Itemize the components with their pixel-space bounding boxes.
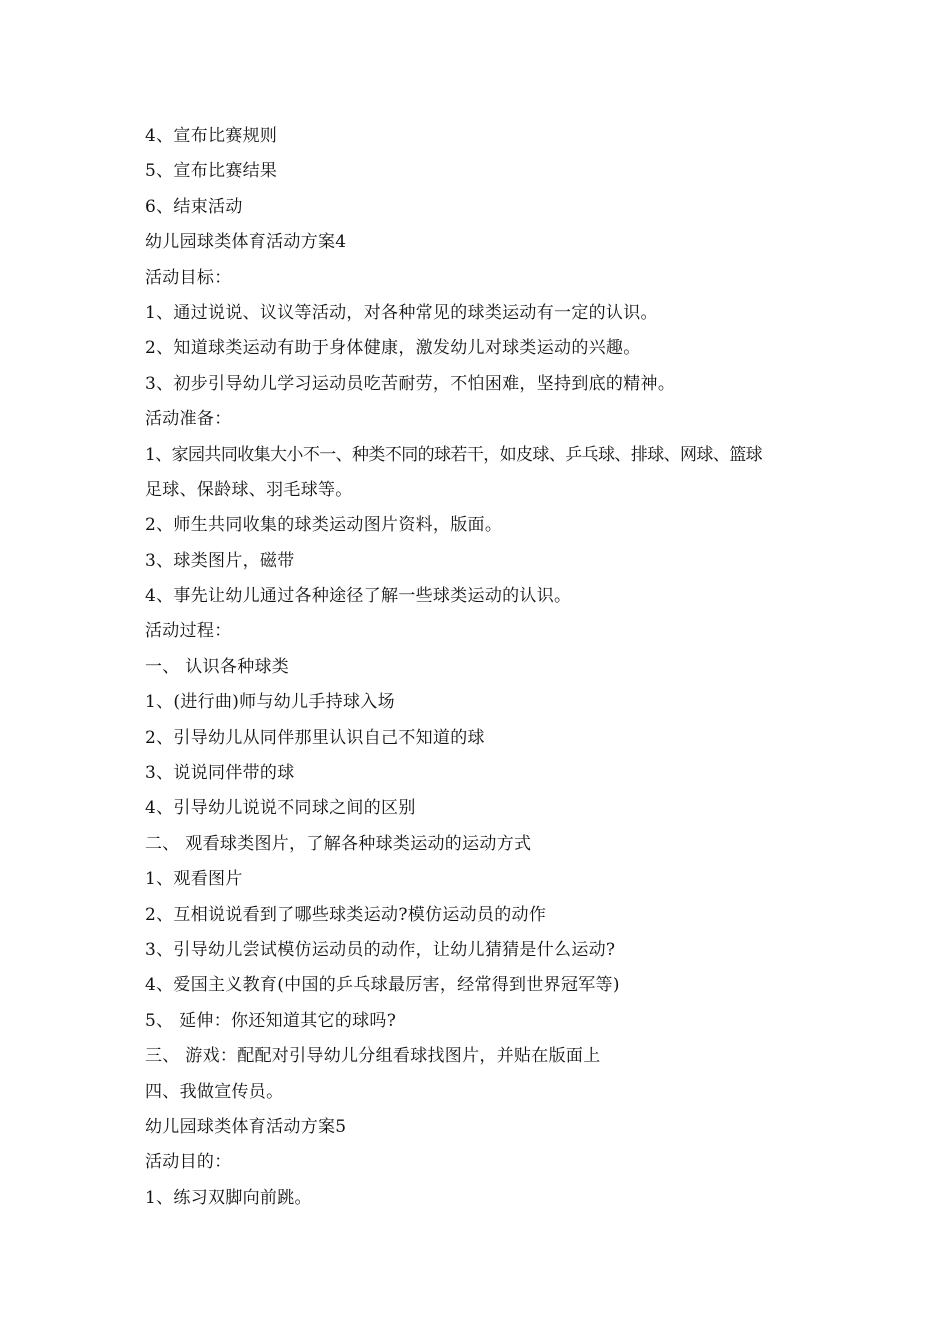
section-heading: 幼儿园球类体育活动方案5 xyxy=(145,1116,347,1137)
text-line: 3、说说同伴带的球 xyxy=(145,763,295,784)
text-line: 足球、保龄球、羽毛球等。 xyxy=(145,479,353,500)
text-line: 4、宣布比赛规则 xyxy=(145,126,278,146)
text-line: 1、家园共同收集大小不一、种类不同的球若干，如皮球、乒乓球、排球、网球、篮球 xyxy=(145,444,763,465)
text-line: 1、通过说说、议议等活动，对各种常见的球类运动有一定的认识。 xyxy=(145,302,658,323)
text-line: 4、事先让幼儿通过各种途径了解一些球类运动的认识。 xyxy=(145,586,572,607)
text-line: 5、 延伸：你还知道其它的球吗? xyxy=(145,1010,397,1031)
section-heading: 幼儿园球类体育活动方案4 xyxy=(145,232,347,253)
text-line: 3、引导幼儿尝试模仿运动员的动作，让幼儿猜猜是什么运动? xyxy=(145,939,616,960)
text-line: 二、 观看球类图片，了解各种球类运动的运动方式 xyxy=(145,833,532,854)
text-line: 2、互相说说看到了哪些球类运动?模仿运动员的动作 xyxy=(145,904,547,925)
text-line: 4、爱国主义教育(中国的乒乓球最厉害，经常得到世界冠军等) xyxy=(145,975,620,996)
text-line: 三、 游戏：配配对引导幼儿分组看球找图片，并贴在版面上 xyxy=(145,1046,601,1067)
text-line: 3、球类图片，磁带 xyxy=(145,550,295,571)
text-line: 2、知道球类运动有助于身体健康，激发幼儿对球类运动的兴趣。 xyxy=(145,338,641,359)
text-line: 四、我做宣传员。 xyxy=(145,1081,284,1102)
text-line: 1、(进行曲)师与幼儿手持球入场 xyxy=(145,692,395,713)
subheading: 活动过程： xyxy=(145,621,232,642)
text-line: 一、 认识各种球类 xyxy=(145,656,290,677)
subheading: 活动目标： xyxy=(145,267,232,288)
text-line: 1、观看图片 xyxy=(145,869,243,890)
text-line: 6、结束活动 xyxy=(145,196,243,217)
text-line: 5、宣布比赛结果 xyxy=(145,161,278,182)
text-line: 4、引导幼儿说说不同球之间的区别 xyxy=(145,798,416,819)
document-body xyxy=(145,119,815,1216)
subheading: 活动目的： xyxy=(145,1152,232,1173)
text-line: 1、练习双脚向前跳。 xyxy=(145,1187,312,1208)
text-line: 3、初步引导幼儿学习运动员吃苦耐劳，不怕困难，坚持到底的精神。 xyxy=(145,373,676,394)
text-line: 2、师生共同收集的球类运动图片资料，版面。 xyxy=(145,515,503,536)
subheading: 活动准备： xyxy=(145,409,232,430)
text-line: 2、引导幼儿从同伴那里认识自己不知道的球 xyxy=(145,727,485,748)
